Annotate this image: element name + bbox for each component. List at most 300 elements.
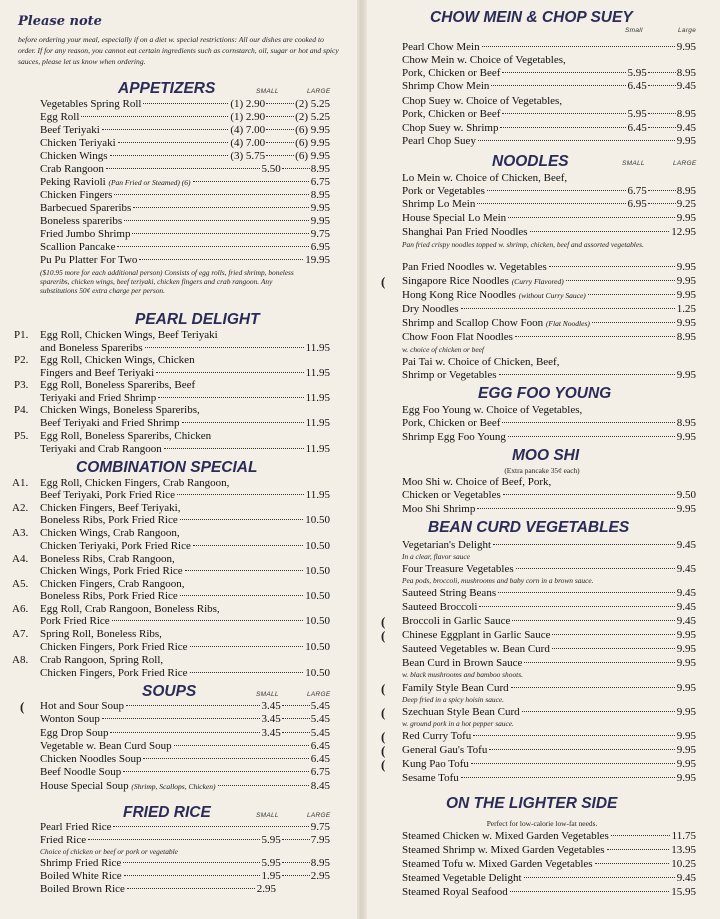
item-code: A2. — [12, 502, 29, 514]
item-price: 6.95 — [310, 241, 330, 253]
item-price-large: 9.25 — [676, 198, 696, 210]
lighter-side-heading: ON THE LIGHTER SIDE — [446, 795, 618, 812]
item-code: P1. — [14, 329, 29, 341]
item-price: 8.95 — [310, 189, 330, 201]
menu-item — [402, 830, 696, 843]
size-label-small: SMALL — [256, 88, 279, 95]
item-code: P3. — [14, 379, 29, 391]
item-name: Boneless Ribs, Crab Rangoon, — [40, 553, 175, 565]
item-name: Egg Roll, Crab Rangoon, Boneless Ribs, — [40, 603, 220, 615]
item-price: 10.50 — [305, 641, 330, 653]
moo-shi-heading: MOO SHI — [512, 447, 580, 464]
hot-spicy-icon: ( — [381, 705, 386, 720]
item-price: 9.95 — [676, 289, 696, 301]
item-price: 10.50 — [305, 565, 330, 577]
hot-spicy-icon: ( — [381, 614, 386, 629]
menu-item — [402, 503, 696, 516]
item-name: Pearl Chow Mein — [402, 41, 480, 53]
item-price: 11.95 — [305, 342, 330, 354]
item-price: 11.95 — [305, 489, 330, 501]
item-price: 6.45 — [310, 740, 330, 752]
item-price-small: 3.45 — [261, 727, 281, 739]
chow-mein-heading: CHOW MEIN & CHOP SUEY — [430, 9, 633, 26]
note-title: Please note — [18, 14, 102, 29]
size-label-small: SMALL — [256, 812, 279, 819]
four-treasure-note: Pea pods, broccoli, mushrooms and baby corn in a brown sauce. — [402, 576, 594, 585]
item-price-large: (2) 5.25 — [295, 98, 330, 110]
menu-item — [402, 539, 696, 552]
item-name: Broccoli in Garlic Sauce — [402, 615, 511, 627]
menu-item — [40, 753, 330, 766]
menu-item — [402, 858, 696, 871]
item-name-cont: Teriyaki and Crab Rangoon — [40, 443, 162, 455]
item-price-small: 5.95 — [627, 108, 647, 120]
item-name: Shrimp Egg Foo Young — [402, 431, 506, 443]
item-price: 8.95 — [676, 417, 696, 429]
item-price-large: 9.45 — [676, 80, 696, 92]
menu-item — [402, 303, 696, 316]
menu-item — [402, 198, 696, 211]
item-name: Sauteed Vegetables w. Bean Curd — [402, 643, 550, 655]
item-name: House Special Lo Mein — [402, 212, 507, 224]
item-price: 9.95 — [676, 275, 696, 287]
item-name-cont: Chicken Teriyaki, Pork Fried Rice — [40, 540, 191, 552]
item-price-large: 5.45 — [310, 713, 330, 725]
item-price-small: 3.45 — [261, 713, 281, 725]
menu-item — [40, 189, 330, 202]
item-price: 9.95 — [310, 215, 330, 227]
item-price: 9.45 — [676, 587, 696, 599]
item-name: Sauteed Broccoli — [402, 601, 478, 613]
size-label-large: LARGE — [307, 88, 331, 95]
shanghai-noodles-note: Pan fried crispy noodles topped w. shrimp, chicken, beef and assorted vegetables. — [402, 240, 644, 249]
item-name: Boneless spareribs — [40, 215, 123, 227]
item-name: Red Curry Tofu — [402, 730, 472, 742]
item-name: Chicken Fingers, Crab Rangoon, — [40, 578, 185, 590]
item-name: Moo Shi Shrimp — [402, 503, 476, 515]
size-label-small: Small — [625, 27, 643, 34]
size-label-small: SMALL — [622, 160, 645, 167]
item-name: Steamed Royal Seafood — [402, 886, 508, 898]
item-price: 11.95 — [305, 417, 330, 429]
hot-spicy-icon: ( — [20, 699, 25, 714]
item-price: 9.95 — [676, 657, 696, 669]
item-name-cont: and Boneless Spareribs — [40, 342, 143, 354]
item-name: Chicken Noodles Soup — [40, 753, 142, 765]
menu-item — [402, 226, 696, 239]
item-code: A7. — [12, 628, 29, 640]
menu-item — [402, 744, 696, 757]
item-name-cont: Chicken Fingers, Pork Fried Rice — [40, 641, 188, 653]
item-name: Scallion Pancake — [40, 241, 116, 253]
menu-item — [402, 275, 696, 288]
menu-item — [402, 772, 696, 785]
item-price: 9.95 — [676, 643, 696, 655]
item-price-small: (4) 7.00 — [230, 137, 266, 149]
item-name: Pork, Chicken or Beef — [402, 417, 501, 429]
item-price: 1.25 — [676, 303, 696, 315]
chow-foon-note: w. choice of chicken or beef — [402, 345, 484, 354]
item-name: Chow Mein w. Choice of Vegetables, — [402, 54, 566, 66]
item-price-large: 8.95 — [676, 67, 696, 79]
menu-item — [40, 124, 330, 137]
item-name: Boiled Brown Rice — [40, 883, 125, 895]
item-price: 19.95 — [305, 254, 330, 266]
item-price: 11.95 — [305, 367, 330, 379]
item-name: Chop Suey w. Choice of Vegetables, — [402, 95, 563, 107]
item-price: 9.95 — [676, 41, 696, 53]
item-name: Egg Roll, Boneless Spareribs, Chicken — [40, 430, 212, 442]
menu-item — [402, 417, 696, 430]
item-name: Crab Rangoon, Spring Roll, — [40, 654, 164, 666]
item-name: Four Treasure Vegetables — [402, 563, 514, 575]
item-price: 8.95 — [676, 331, 696, 343]
menu-item — [40, 821, 330, 834]
item-name: House Special Soup (Shrimp, Scallops, Chicken) — [40, 780, 216, 792]
menu-item — [40, 241, 330, 254]
menu-item — [40, 150, 330, 163]
item-price: 9.95 — [676, 135, 696, 147]
item-name: Egg Roll, Chicken Wings, Chicken — [40, 354, 195, 366]
fried-rice-heading: FRIED RICE — [123, 804, 211, 821]
menu-item — [402, 615, 696, 628]
pupu-note: ($10.95 more for each additional person) Consists of egg rolls, fried shrimp, boneless spareribs, chicken wings, beef teriyaki, chicken fingers and crab rangoon. Any substitutions 50¢ extra charge per person. — [40, 268, 294, 295]
item-name: Barbecued Spareribs — [40, 202, 132, 214]
hot-spicy-icon: ( — [381, 628, 386, 643]
item-price: 6.75 — [310, 176, 330, 188]
item-price: 12.95 — [671, 226, 696, 238]
item-price: 15.95 — [671, 886, 696, 898]
page-fold — [357, 0, 367, 919]
hot-spicy-icon: ( — [381, 681, 386, 696]
menu-item — [40, 834, 330, 847]
item-price: 10.50 — [305, 514, 330, 526]
item-name: Sesame Tofu — [402, 772, 459, 784]
item-note: (Pan Fried or Steamed) (6) — [108, 178, 191, 187]
menu-item — [402, 431, 696, 444]
menu-item — [402, 489, 696, 502]
item-name-cont: Chicken Fingers, Pork Fried Rice — [40, 667, 188, 679]
menu-item — [40, 727, 330, 740]
item-name-cont: Boneless Ribs, Pork Fried Rice — [40, 514, 178, 526]
egg-foo-young-heading: EGG FOO YOUNG — [478, 385, 612, 402]
item-price: 9.45 — [676, 615, 696, 627]
moo-shi-subtitle: (Extra pancake 35¢ each) — [504, 466, 580, 475]
item-price-large: (6) 9.95 — [295, 137, 330, 149]
menu-item — [40, 111, 330, 124]
item-price-small: (4) 7.00 — [230, 124, 266, 136]
item-name: Dry Noodles — [402, 303, 459, 315]
menu-item — [402, 108, 696, 121]
item-price-large: 5.45 — [310, 700, 330, 712]
menu-item — [402, 369, 696, 382]
item-name: Hong Kong Rice Noodles (without Curry Sauce) — [402, 289, 586, 301]
item-name: Shrimp Lo Mein — [402, 198, 476, 210]
item-price-large: 2.95 — [310, 870, 330, 882]
item-name: Sauteed String Beans — [402, 587, 497, 599]
menu-item — [40, 163, 330, 176]
item-name-cont: Boneless Ribs, Pork Fried Rice — [40, 590, 178, 602]
item-note: (without Curry Sauce) — [518, 291, 586, 300]
vegetarian-delight-note: In a clear, flavor sauce — [402, 552, 470, 561]
item-price: 9.95 — [676, 758, 696, 770]
item-price-large: 7.95 — [310, 834, 330, 846]
item-price-large: (6) 9.95 — [295, 150, 330, 162]
menu-item — [40, 883, 276, 896]
item-name: Chop Suey w. Shrimp — [402, 122, 499, 134]
item-name: Lo Mein w. Choice of Chicken, Beef, — [402, 172, 568, 184]
size-label-large: LARGE — [307, 812, 331, 819]
item-price: 6.45 — [310, 753, 330, 765]
item-code: A4. — [12, 553, 29, 565]
item-name: Steamed Shrimp w. Mixed Garden Vegetables — [402, 844, 605, 856]
item-price-small: 6.95 — [627, 198, 647, 210]
hot-spicy-icon: ( — [381, 757, 386, 772]
item-price-small: 6.75 — [627, 185, 647, 197]
item-code: P2. — [14, 354, 29, 366]
item-price: 9.45 — [676, 563, 696, 575]
size-label-large: LARGE — [307, 691, 331, 698]
item-name: Moo Shi w. Choice of Beef, Pork, — [402, 476, 552, 488]
item-name: Fried Jumbo Shrimp — [40, 228, 131, 240]
hot-spicy-icon: ( — [381, 729, 386, 744]
menu-item — [402, 886, 696, 899]
item-price-small: 1.95 — [261, 870, 281, 882]
menu-item — [402, 872, 696, 885]
menu-item — [402, 587, 696, 600]
item-code: A8. — [12, 654, 29, 666]
item-price: 8.45 — [310, 780, 330, 792]
menu-item — [40, 254, 330, 267]
menu-item — [402, 331, 696, 344]
item-price-small: 2.95 — [256, 883, 276, 895]
item-price-large: 8.95 — [310, 163, 330, 175]
menu-item — [402, 80, 696, 93]
size-label-large: Large — [678, 27, 697, 34]
item-name: Chicken Wings, Boneless Spareribs, — [40, 404, 200, 416]
item-name: Egg Drop Soup — [40, 727, 109, 739]
item-price: 10.50 — [305, 667, 330, 679]
menu-item — [402, 844, 696, 857]
item-price: 11.95 — [305, 392, 330, 404]
item-price: 9.95 — [676, 212, 696, 224]
item-code: P5. — [14, 430, 29, 442]
item-name: Chinese Eggplant in Garlic Sauce — [402, 629, 551, 641]
item-note: (Curry Flavored) — [511, 277, 564, 286]
item-name: Chicken Wings — [40, 150, 108, 162]
item-price-small: 6.45 — [627, 122, 647, 134]
szechuan-note: w. ground pork in a hot pepper sauce. — [402, 719, 514, 728]
item-name: Pork, Chicken or Beef — [402, 67, 501, 79]
item-name: Vegetable w. Bean Curd Soup — [40, 740, 172, 752]
item-price: 10.25 — [671, 858, 696, 870]
item-name-cont: Beef Teriyaki and Fried Shrimp — [40, 417, 180, 429]
hot-spicy-icon: ( — [381, 274, 386, 289]
item-name-cont: Chicken Wings, Pork Fried Rice — [40, 565, 183, 577]
item-name: Beef Teriyaki — [40, 124, 100, 136]
menu-item — [40, 700, 330, 713]
item-price: 9.95 — [676, 369, 696, 381]
item-price: 9.95 — [676, 629, 696, 641]
item-price: 9.75 — [310, 821, 330, 833]
menu-item — [402, 758, 696, 771]
item-price: 9.95 — [676, 682, 696, 694]
menu-item — [40, 740, 330, 753]
menu-item — [402, 135, 696, 148]
pearl-delight-heading: PEARL DELIGHT — [135, 311, 260, 328]
item-note: (Flat Noodles) — [545, 319, 590, 328]
item-name: Egg Foo Young w. Choice of Vegetables, — [402, 404, 583, 416]
item-code: P4. — [14, 404, 29, 416]
item-price-large: 8.95 — [676, 108, 696, 120]
item-name: Beef Noodle Soup — [40, 766, 122, 778]
item-name: Chow Foon Flat Noodles — [402, 331, 513, 343]
item-price-small: 3.45 — [261, 700, 281, 712]
item-price-large: 8.95 — [310, 857, 330, 869]
item-price: 6.75 — [310, 766, 330, 778]
size-label-small: SMALL — [256, 691, 279, 698]
menu-item — [402, 122, 696, 135]
item-price: 9.95 — [676, 261, 696, 273]
menu-item — [402, 643, 696, 656]
menu-item — [402, 212, 696, 225]
menu-item — [402, 185, 696, 198]
appetizers-heading: APPETIZERS — [118, 80, 216, 97]
menu-item — [40, 202, 330, 215]
menu-item — [402, 730, 696, 743]
item-name: Spring Roll, Boneless Ribs, — [40, 628, 162, 640]
menu-item — [402, 289, 696, 302]
item-price: 10.50 — [305, 615, 330, 627]
item-name: Singapore Rice Noodles (Curry Flavored) — [402, 275, 564, 287]
note-text: before ordering your meal, especially if on a diet w. special restrictions: All our dishes are cooked to order. If for any reason, you cannot eat certain ingredients such as cornstarch, oil, sugar or hot and spicy sauces, please let us know when ordering. — [18, 35, 339, 66]
bean-curd-heading: BEAN CURD VEGETABLES — [428, 519, 630, 536]
hot-spicy-icon: ( — [381, 743, 386, 758]
item-price-large: 9.45 — [676, 122, 696, 134]
item-price: 9.45 — [676, 601, 696, 613]
item-code: A3. — [12, 527, 29, 539]
item-price: 9.95 — [310, 202, 330, 214]
menu-item — [402, 706, 696, 719]
item-price-large: 5.45 — [310, 727, 330, 739]
item-code: A1. — [12, 477, 29, 489]
menu-item — [40, 215, 330, 228]
item-name: Shrimp Fried Rice — [40, 857, 122, 869]
item-price-small: (1) 2.90 — [230, 98, 266, 110]
menu-item — [402, 682, 696, 695]
item-price: 9.95 — [676, 317, 696, 329]
menu-item — [40, 137, 330, 150]
item-name: Chicken Teriyaki — [40, 137, 116, 149]
bean-curd-brown-note: w. black mushrooms and bamboo shoots. — [402, 670, 523, 679]
item-name: Family Style Bean Curd — [402, 682, 509, 694]
item-price: 13.95 — [671, 844, 696, 856]
soups-heading: SOUPS — [142, 683, 197, 700]
item-name: Egg Roll, Boneless Spareribs, Beef — [40, 379, 196, 391]
item-name: Szechuan Style Bean Curd — [402, 706, 520, 718]
item-name: Fried Rice — [40, 834, 87, 846]
item-name: General Gau's Tofu — [402, 744, 488, 756]
menu-item — [402, 629, 696, 642]
item-price: 9.95 — [676, 706, 696, 718]
item-name: Chicken or Vegetables — [402, 489, 501, 501]
menu-item — [40, 780, 330, 793]
menu-item — [402, 67, 696, 80]
item-name: Shanghai Pan Fried Noodles — [402, 226, 528, 238]
size-label-large: LARGE — [673, 160, 697, 167]
item-code: A6. — [12, 603, 29, 615]
item-name: Egg Roll, Chicken Wings, Beef Teriyaki — [40, 329, 218, 341]
item-name: Shrimp and Scallop Chow Foon (Flat Noodles) — [402, 317, 590, 329]
item-name: Kung Pao Tofu — [402, 758, 469, 770]
item-name: Wonton Soup — [40, 713, 100, 725]
item-name: Vegetables Spring Roll — [40, 98, 142, 110]
menu-item — [402, 261, 696, 274]
item-name: Hot and Sour Soup — [40, 700, 125, 712]
item-name: Boiled White Rice — [40, 870, 122, 882]
item-price: 9.45 — [676, 539, 696, 551]
item-price-small: 6.45 — [627, 80, 647, 92]
family-style-note: Deep fried in a spicy hoisin sauce. — [402, 695, 505, 704]
item-name: Egg Roll — [40, 111, 80, 123]
fried-rice-note: Choice of chicken or beef or pork or vegetable — [40, 847, 178, 856]
item-price: 11.75 — [671, 830, 696, 842]
item-price-small: 5.95 — [627, 67, 647, 79]
item-name: Pai Tai w. Choice of Chicken, Beef, — [402, 356, 560, 368]
menu-item — [40, 766, 330, 779]
item-name: Pearl Chop Suey — [402, 135, 476, 147]
item-name: Vegetarian's Delight — [402, 539, 492, 551]
menu-item — [40, 228, 330, 241]
item-price: 11.95 — [305, 443, 330, 455]
item-name: Shrimp Chow Mein — [402, 80, 490, 92]
item-price: 9.95 — [676, 730, 696, 742]
item-name-cont: Fingers and Beef Teriyaki — [40, 367, 155, 379]
menu-item — [40, 176, 330, 189]
menu-item — [402, 563, 696, 576]
item-price: 9.75 — [310, 228, 330, 240]
item-price: 10.50 — [305, 590, 330, 602]
menu-item — [402, 317, 696, 330]
menu-item — [402, 657, 696, 670]
item-price: 9.95 — [676, 431, 696, 443]
menu-item — [402, 41, 696, 54]
item-name: Chicken Fingers — [40, 189, 113, 201]
item-name: Bean Curd in Brown Sauce — [402, 657, 523, 669]
item-name: Pork or Vegetables — [402, 185, 485, 197]
item-name: Steamed Vegetable Delight — [402, 872, 522, 884]
item-price: 9.95 — [676, 772, 696, 784]
combination-special-heading: COMBINATION SPECIAL — [76, 459, 258, 476]
item-name: Steamed Tofu w. Mixed Garden Vegetables — [402, 858, 593, 870]
menu-item — [40, 870, 330, 883]
item-name: Chicken Fingers, Beef Teriyaki, — [40, 502, 181, 514]
item-price: 9.95 — [676, 503, 696, 515]
item-price-small: 5.50 — [261, 163, 281, 175]
item-price-small: (3) 5.75 — [230, 150, 266, 162]
menu-item — [402, 601, 696, 614]
item-price: 9.50 — [676, 489, 696, 501]
menu-item — [40, 857, 330, 870]
item-name-cont: Teriyaki and Fried Shrimp — [40, 392, 157, 404]
menu-item — [40, 98, 330, 111]
noodles-heading: NOODLES — [492, 153, 569, 170]
menu-item — [40, 713, 330, 726]
item-name-cont: Pork Fried Rice — [40, 615, 110, 627]
lighter-side-subtitle: Perfect for low-calorie low-fat needs. — [486, 819, 598, 828]
item-price-small: (1) 2.90 — [230, 111, 266, 123]
item-price-large: 8.95 — [676, 185, 696, 197]
